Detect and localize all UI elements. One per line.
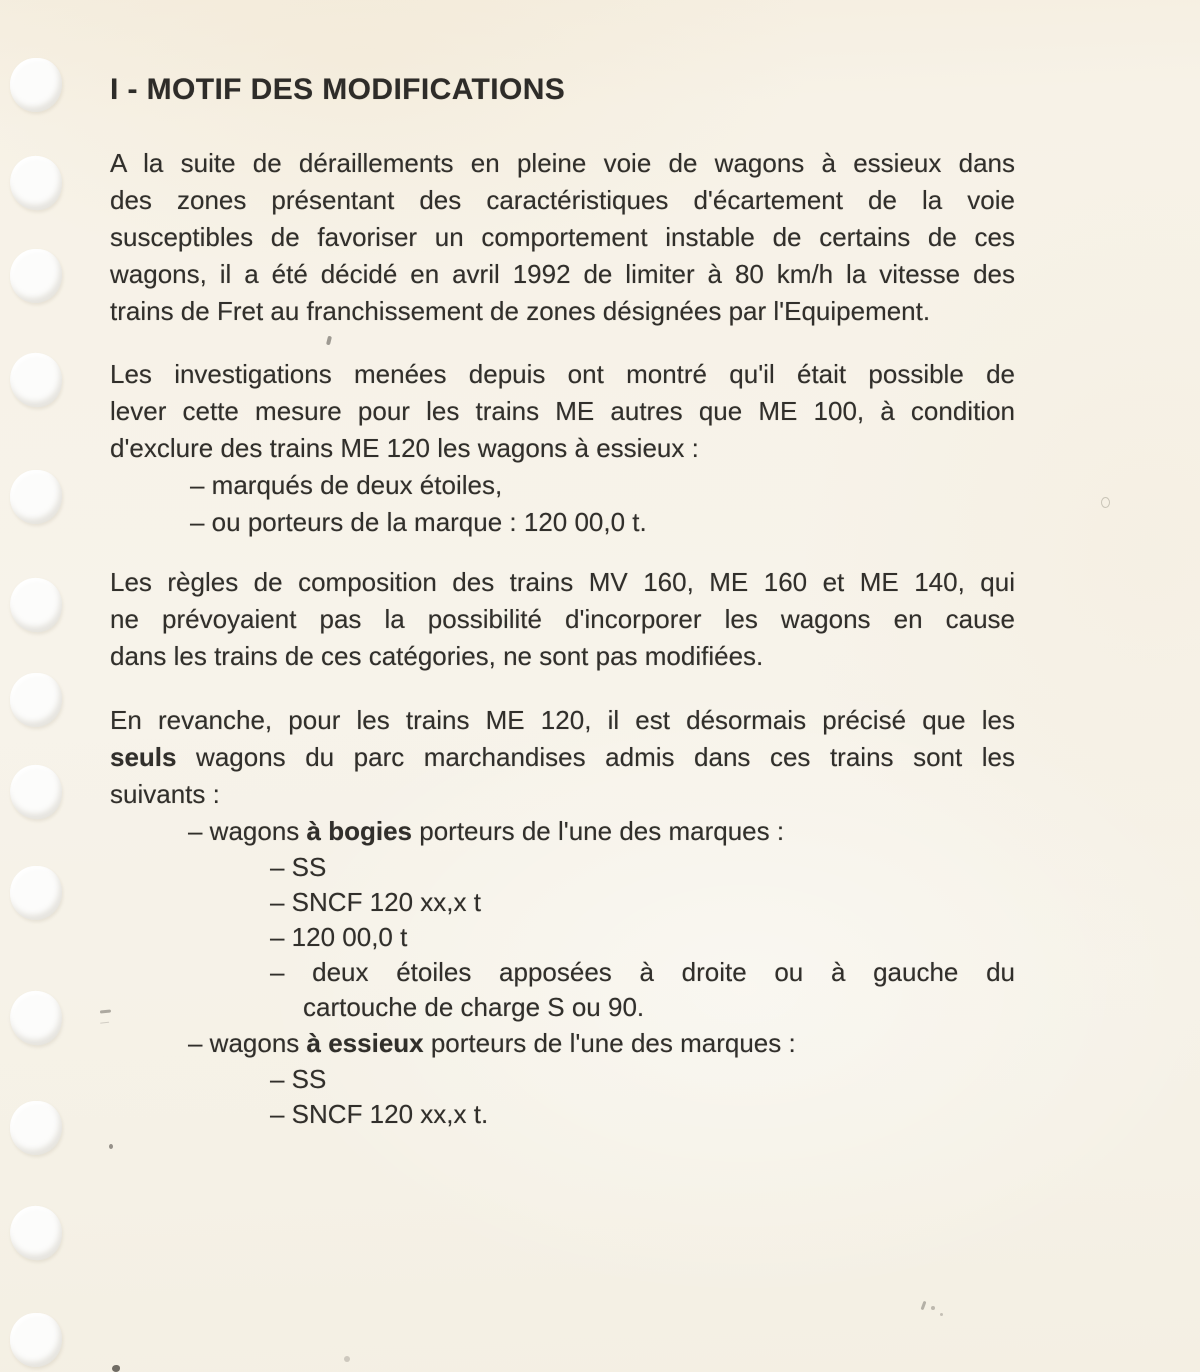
scan-speckle [921,1301,927,1310]
punch-hole [10,249,62,303]
list-item: – marqués de deux étoiles, [190,470,503,500]
text-line: wagons, il a été décidé en avril 1992 de limiter à 80 km/h la vitesse des [110,259,1015,289]
list-item: – ou porteurs de la marque : 120 00,0 t. [190,507,647,537]
bold-a-bogies: à bogies [306,816,413,846]
punch-hole [6,988,65,1049]
text-line: ne prévoyaient pas la possibilité d'incorporer les wagons en cause [110,604,1015,634]
punch-hole [10,470,62,524]
punch-hole [6,762,65,823]
paragraph-investigations [110,356,1015,467]
punch-hole [10,866,62,920]
text-line: lever cette mesure pour les trains ME autres que ME 100, à condition [110,396,1015,426]
bogies-block [110,813,1015,1025]
text-line: – deux étoiles apposées à droite ou à gauche du [270,957,1015,987]
punch-hole [6,575,65,636]
document-body [110,0,1015,1132]
punch-hole [6,153,65,214]
punch-hole [10,673,62,727]
text-line: cartouche de charge S ou 90. [303,992,645,1022]
text-line: Les règles de composition des trains MV 160, ME 160 et ME 140, qui [110,567,1015,597]
scan-speckle [931,1306,935,1310]
bogies-marks-list [110,850,1015,1025]
punch-hole [10,58,62,112]
scan-speckle [112,1365,120,1372]
text-run: porteurs de l'une des marques : [423,1028,796,1058]
list-item: – SS [270,852,327,882]
section-heading: I - MOTIF DES MODIFICATIONS [110,73,566,106]
paragraph-derailment [110,145,1015,330]
text-line: Les investigations menées depuis ont montré qu'il était possible de [110,359,1015,389]
list-item-stars-mark [270,955,1015,1025]
list-item: – SS [270,1064,327,1094]
scan-speckle [940,1313,943,1316]
text-line: d'exclure des trains ME 120 les wagons à essieux : [110,433,699,463]
text-line: trains de Fret au franchissement de zones désignées par l'Equipement. [110,296,931,326]
bogies-list-intro [110,813,1015,850]
text-run: – wagons [188,1028,307,1058]
punch-hole [6,350,65,411]
text-line: dans les trains de ces catégories, ne sont pas modifiées. [110,641,764,671]
punch-hole [10,1101,62,1155]
punch-hole [6,1203,65,1264]
text-line: A la suite de déraillements en pleine voie de wagons à essieux dans [110,148,1015,178]
essieux-marks-list [110,1062,1015,1132]
paragraph-composition-rules [110,564,1015,675]
punch-hole [10,1313,62,1367]
text-run: – wagons [188,816,307,846]
text-run: porteurs de l'une des marques : [412,816,785,846]
text-line: suivants : [110,779,220,809]
text-line: En revanche, pour les trains ME 120, il est désormais précisé que les [110,705,1015,735]
essieux-block [110,1025,1015,1132]
text-line: susceptibles de favoriser un comportement instable de certains de ces [110,222,1015,252]
list-item: – SNCF 120 xx,x t [270,887,481,917]
text-line: des zones présentant des caractéristiques d'écartement de la voie [110,185,1015,215]
scan-speckle [1101,497,1110,508]
bold-seuls: seuls [110,742,177,772]
scan-speckle [109,1144,113,1149]
essieux-list-intro [110,1025,1015,1062]
list-item: – SNCF 120 xx,x t. [270,1099,489,1129]
scan-speckle [344,1356,350,1362]
bold-a-essieux: à essieux [306,1028,424,1058]
text-line [110,739,1015,776]
exclusion-list [110,467,1015,541]
text-run: wagons du parc marchandises admis dans ces trains sont les [176,742,1015,772]
paragraph-me120 [110,702,1015,813]
list-item: – 120 00,0 t [270,922,408,952]
